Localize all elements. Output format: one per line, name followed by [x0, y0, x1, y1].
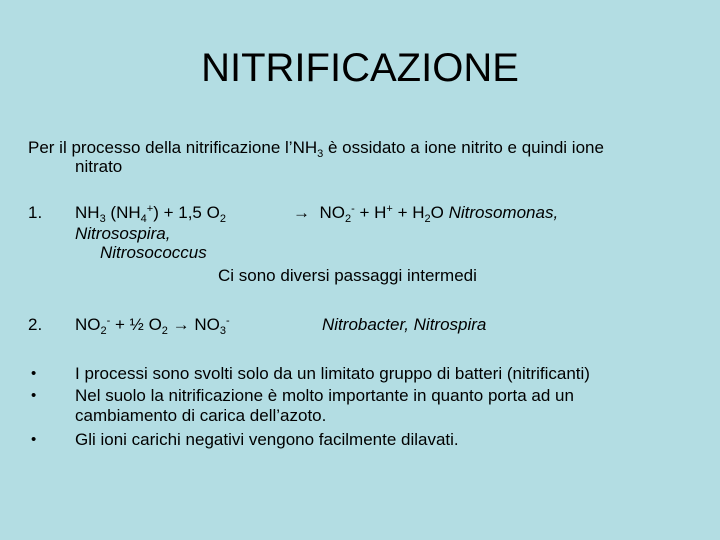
no3-sub: 3	[219, 325, 227, 337]
h-text: + H	[354, 203, 387, 222]
no3-text: NO	[189, 315, 220, 334]
no3-sup: -	[226, 315, 230, 327]
bullet-icon: •	[31, 431, 37, 448]
slide-title: NITRIFICAZIONE	[201, 46, 519, 90]
o-text: O	[430, 203, 449, 222]
nh4-close: ) + 1,5 O	[153, 203, 220, 222]
organism-nitrosococcus: Nitrosococcus	[100, 243, 207, 262]
no2-sup: -	[106, 315, 111, 327]
arrow-icon: →	[172, 315, 190, 334]
item-1-note: Ci sono diversi passaggi intermedi	[218, 266, 477, 285]
bullet-icon: •	[31, 387, 37, 404]
bullet-icon: •	[31, 365, 37, 382]
nh4-sub: 4	[140, 213, 147, 225]
arrow-icon: →	[293, 203, 310, 222]
nh4-sup: +	[146, 203, 154, 215]
half-o2-text: + ½ O	[110, 315, 162, 334]
bullet-2-line-2: cambiamento di carica dell’azoto.	[75, 406, 327, 425]
item-1-equation	[75, 203, 226, 225]
no-text: NO	[319, 203, 345, 222]
organism-nitrosomonas: Nitrosomonas,	[448, 203, 559, 222]
nh4-open: (NH	[105, 203, 141, 222]
bullet-2-line-1: Nel suolo la nitrificazione è molto importante in quanto porta ad un	[75, 386, 574, 405]
bullet-1-text: I processi sono svolti solo da un limitato gruppo di batteri (nitrificanti)	[75, 364, 590, 383]
bullet-3-text: Gli ioni carichi negativi vengono facilmente dilavati.	[75, 430, 459, 449]
intro-subscript: 3	[317, 148, 324, 160]
organism-nitrosospira: Nitrosospira,	[75, 224, 171, 243]
item-2-number: 2.	[28, 315, 43, 334]
nh-text: NH	[75, 203, 100, 222]
half-o2-sub: 2	[161, 325, 168, 337]
intro-text-a: Per il processo della nitrificazione l’NH	[28, 138, 318, 157]
item-1-number: 1.	[28, 203, 43, 222]
h2o-sub: 2	[424, 213, 431, 225]
no-sup: -	[351, 203, 355, 215]
o2-sub: 2	[219, 213, 226, 225]
no-sub: 2	[344, 213, 352, 225]
intro-line-2: nitrato	[75, 157, 123, 176]
h-sup: +	[386, 203, 393, 215]
h2o-text: + H	[392, 203, 425, 222]
no2-sub: 2	[100, 325, 107, 337]
no2-text: NO	[75, 315, 101, 334]
item-2-equation	[75, 315, 230, 337]
item-2-organisms: Nitrobacter, Nitrospira	[322, 315, 487, 334]
intro-line-1	[28, 138, 604, 160]
item-1-products	[293, 203, 559, 225]
intro-text-b: è ossidato a ione nitrito e quindi ione	[323, 138, 604, 157]
nh-sub: 3	[99, 213, 106, 225]
